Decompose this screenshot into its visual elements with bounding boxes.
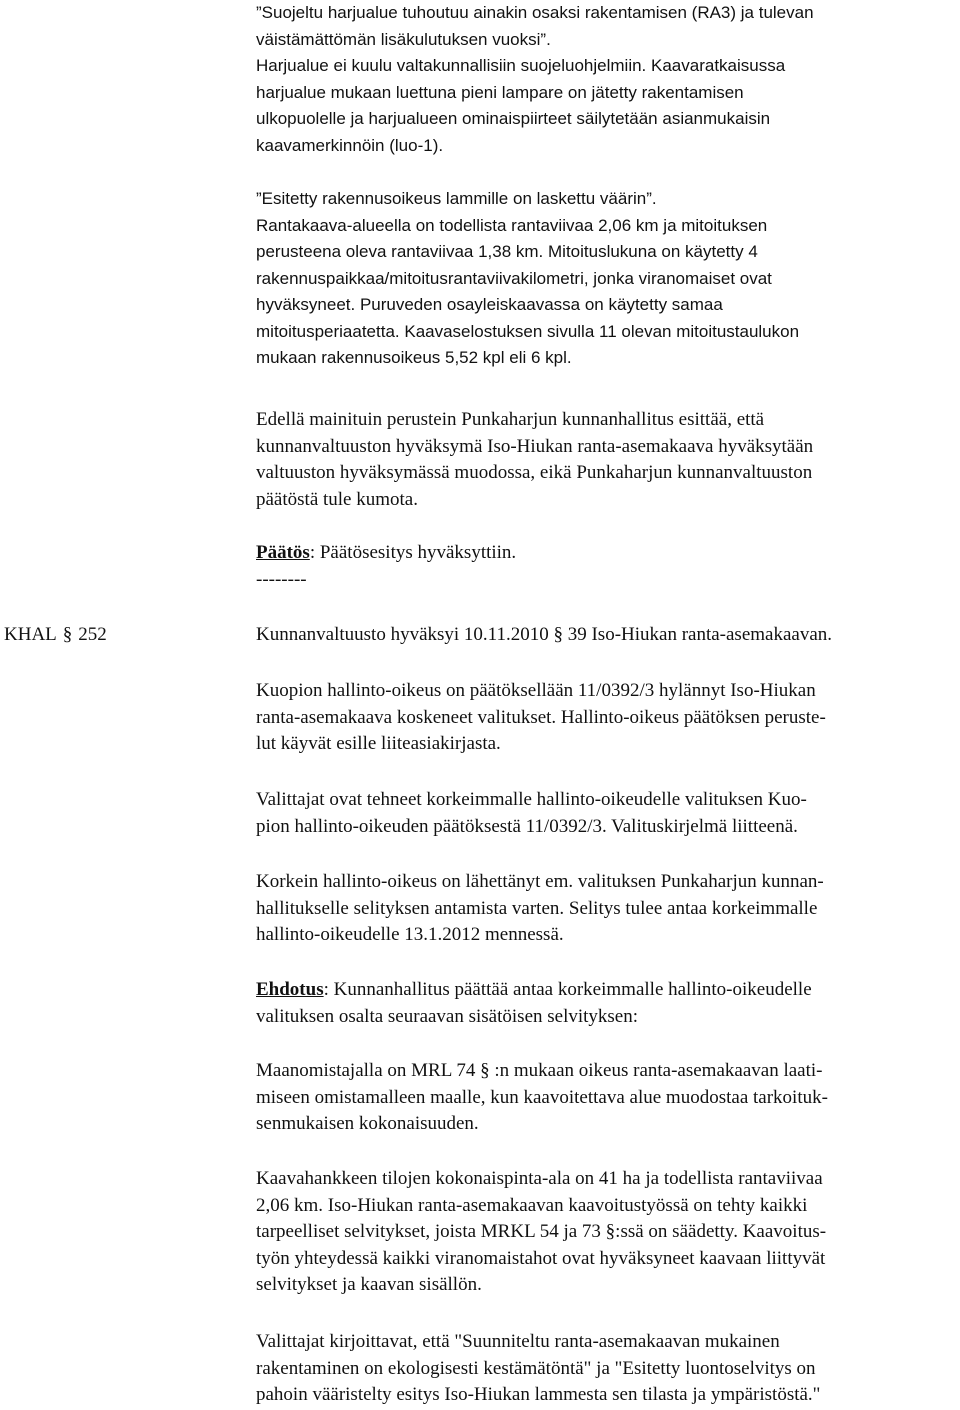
proposal-block (256, 977, 946, 1030)
proposal-label: Ehdotus (256, 979, 324, 1000)
text-line: pahoin vääristelty esitys Iso-Hiukan lammesta sen tilasta ja ympäristöstä." (256, 1384, 821, 1405)
text-line: miseen omistamalleen maalle, kun kaavoitettava alue muodostaa tarkoituk- (256, 1086, 828, 1108)
text-line: 2,06 km. Iso-Hiukan ranta-asemakaavan kaavoitustyössä on tehty kaikki (256, 1194, 808, 1216)
text-line: kunnanvaltuuston hyväksymä Iso-Hiukan ranta-asemakaava hyväksytään (256, 435, 814, 457)
text-line: valtuuston hyväksymässä muodossa, eikä Punkaharjun kunnanvaltuuston (256, 462, 813, 483)
text-line: hallinto-oikeudelle 13.1.2012 mennessä. (256, 924, 564, 945)
paragraph-kho (256, 869, 946, 949)
paragraph-hallinto-oikeus (256, 678, 946, 758)
khal-label (4, 622, 113, 649)
paragraph-maanomistaja (256, 1058, 946, 1138)
decision-line (256, 540, 946, 567)
text-line: mitoitusperiaatetta. Kaavaselostuksen sivulla 11 olevan mitoitustaulukon (256, 321, 800, 341)
paragraph-harjualue (256, 0, 946, 159)
decision-block (256, 540, 946, 593)
text-line: ranta-asemakaava koskeneet valitukset. Hallinto-oikeus päätöksen peruste- (256, 706, 826, 728)
text-line: pion hallinto-oikeuden päätöksestä 11/0392/3. Valituskirjelmä liitteenä. (256, 815, 798, 837)
text-line: rakennuspaikkaa/mitoitusrantaviivakilometri, jonka viranomaiset ovat (256, 268, 772, 288)
text-line: harjualue mukaan luettuna pieni lampare on jätetty rakentamisen (256, 82, 744, 102)
text-line: hyväksyneet. Puruveden osayleiskaavassa on käytetty samaa (256, 295, 723, 314)
separator-dashes: -------- (256, 568, 307, 590)
text-line: Korkein hallinto-oikeus on lähettänyt em. valituksen Punkaharjun kunnan- (256, 871, 824, 892)
text-line: Kunnanvaltuusto hyväksyi 10.11.2010 § 39 Iso-Hiukan ranta-asemakaavan. (256, 624, 833, 645)
paragraph-kaavahanke (256, 1166, 946, 1299)
text-line: rakentaminen on ekologisesti kestämätöntä" ja "Esitetty luontoselvitys on (256, 1357, 816, 1379)
text-line: senmukaisen kokonaisuuden. (256, 1113, 479, 1134)
khal-number: 252 (78, 624, 107, 645)
decision-label: Päätös (256, 542, 310, 563)
text-line: Valittajat kirjoittavat, että "Suunniteltu ranta-asemakaavan mukainen (256, 1331, 780, 1352)
text-line: hallitukselle selityksen antamista varten. Selitys tulee antaa korkeimmalle (256, 897, 818, 919)
text-line: ulkopuolelle ja harjualueen ominaispiirteet säilytetään asianmukaisin (256, 109, 771, 128)
text-line: Edellä mainituin perustein Punkaharjun kunnanhallitus esittää, että (256, 409, 765, 430)
khal-line (256, 622, 946, 649)
text-line: tarpeelliset selvitykset, joista MRKL 54 ja 73 §:ssä on säädetty. Kaavoitus- (256, 1221, 827, 1242)
text-line: Kuopion hallinto-oikeus on päätöksellään 11/0392/3 hylännyt Iso-Hiukan (256, 680, 816, 701)
text-line: Valittajat ovat tehneet korkeimmalle hallinto-oikeudelle valituksen Kuo- (256, 789, 807, 810)
paragraph-rakennusoikeus (256, 186, 946, 372)
text-line: väistämättömän lisäkulutuksen vuoksi”. (256, 29, 551, 49)
text-line: ”Esitetty rakennusoikeus lammille on laskettu väärin”. (256, 189, 657, 208)
text-line: kaavamerkinnöin (luo-1). (256, 135, 444, 155)
text-line: Harjualue ei kuulu valtakunnallisiin suojeluohjelmiin. Kaavaratkaisussa (256, 56, 786, 75)
paragraph-valittajat (256, 787, 946, 840)
text-line: valituksen osalta seuraavan sisätöisen selvityksen: (256, 1005, 639, 1027)
text-line: perusteena oleva rantaviivaa 1,38 km. Mitoituslukuna on käytetty 4 (256, 242, 758, 261)
text-line: mukaan rakennusoikeus 5,52 kpl eli 6 kpl. (256, 348, 572, 367)
text-line: työn yhteydessä kaikki viranomaistahot ovat hyväksyneet kaavaan liittyvät (256, 1247, 826, 1269)
khal-text: KHAL (4, 624, 57, 645)
text-line: ”Suojeltu harjualue tuhoutuu ainakin osaksi rakentamisen (RA3) ja tulevan (256, 3, 814, 22)
section-sign: § (62, 624, 73, 645)
proposal-text: : Kunnanhallitus päättää antaa korkeimmalle hallinto-oikeudelle (323, 979, 812, 1000)
paragraph-kunnanhallitus-esittaa (256, 407, 946, 513)
text-line: päätöstä tule kumota. (256, 488, 418, 510)
paragraph-valittajat-kirjoittavat (256, 1329, 946, 1409)
proposal-line (256, 977, 946, 1004)
decision-text: : Päätösesitys hyväksyttiin. (309, 542, 517, 563)
text-line: selvitykset ja kaavan sisällön. (256, 1274, 482, 1295)
text-line: Rantakaava-alueella on todellista rantaviivaa 2,06 km ja mitoituksen (256, 215, 768, 235)
text-line: Maanomistajalla on MRL 74 § :n mukaan oikeus ranta-asemakaavan laati- (256, 1060, 823, 1081)
text-line: lut käyvät esille liiteasiakirjasta. (256, 733, 501, 754)
text-line: Kaavahankkeen tilojen kokonaispinta-ala on 41 ha ja todellista rantaviivaa (256, 1168, 823, 1189)
